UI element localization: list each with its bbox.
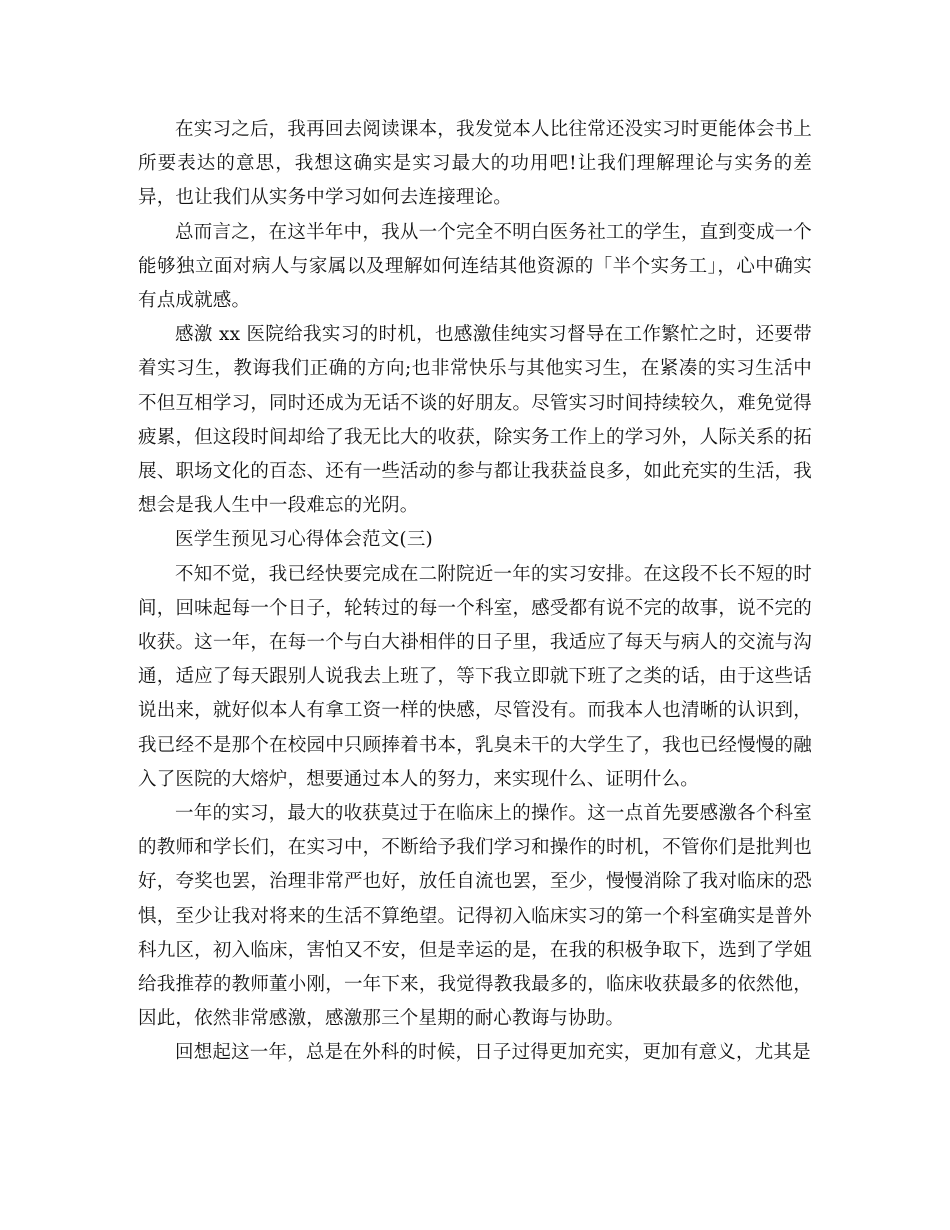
paragraph-surgery-recollection: 回想起这一年，总是在外科的时候，日子过得更加充实，更加有意义，尤其是 (175, 1042, 811, 1064)
paragraph-internship-year: 不知不觉，我已经快要完成在二附院近一年的实习安排。在这段不长不短的时间，回味起每一个日子，轮转过的每一个科室，感受都有说不完的故事，说不完的收获。这一年，在每一个与白大褂相伴的日子里，我适应了每天与病人的交流与沟通，适应了每天跟别人说我去上班了，等下我立即就下班了之类的话，由于这些话说出来，就好似本人有拿工资一样的快感，尽管没有。而我本人也清晰的认识到，我已经不是那个在校园中只顾捧着书本，乳臭未干的大学生了，我也已经慢慢的融入了医院的大熔炉，想要通过本人的努力，来实现什么、证明什么。 (138, 563, 812, 790)
paragraph-reflection: 在实习之后，我再回去阅读课本，我发觉本人比往常还没实习时更能体会书上所要表达的意思，我想这确实是实习最大的功用吧!让我们理解理论与实务的差异，也让我们从实务中学习如何去连接理论。 (138, 119, 812, 209)
section-heading: 医学生预见习心得体会范文(三) (175, 529, 433, 551)
document-body (138, 113, 812, 1071)
paragraph-summary: 总而言之，在这半年中，我从一个完全不明白医务社工的学生，直到变成一个能够独立面对病人与家属以及理解如何连结其他资源的「半个实务工」，心中确实有点成就感。 (138, 221, 812, 312)
paragraph-thanks: 感激 xx 医院给我实习的时机，也感激佳纯实习督导在工作繁忙之时，还要带着实习生，教诲我们正确的方向;也非常快乐与其他实习生，在紧凑的实习生活中不但互相学习，同时还成为无话不谈的好朋友。尽管实习时间持续较久，难免觉得疲累，但这段时间却给了我无比大的收获，除实务工作上的学习外，人际关系的拓展、职场文化的百态、还有一些活动的参与都让我获益良多，如此充实的生活，我想会是我人生中一段难忘的光阴。 (138, 324, 812, 517)
paragraph-clinical-practice: 一年的实习，最大的收获莫过于在临床上的操作。这一点首先要感激各个科室的教师和学长们，在实习中，不断给予我们学习和操作的时机，不管你们是批判也好，夸奖也罢，治理非常严也好，放任自流也罢，至少，慢慢消除了我对临床的恐惧，至少让我对将来的生活不算绝望。记得初入临床实习的第一个科室确实是普外科九区，初入临床，害怕又不安，但是幸运的是，在我的积极争取下，选到了学姐给我推荐的教师董小刚，一年下来，我觉得教我最多的，临床收获最多的依然他，因此，依然非常感激，感激那三个星期的耐心教诲与协助。 (138, 803, 812, 1030)
